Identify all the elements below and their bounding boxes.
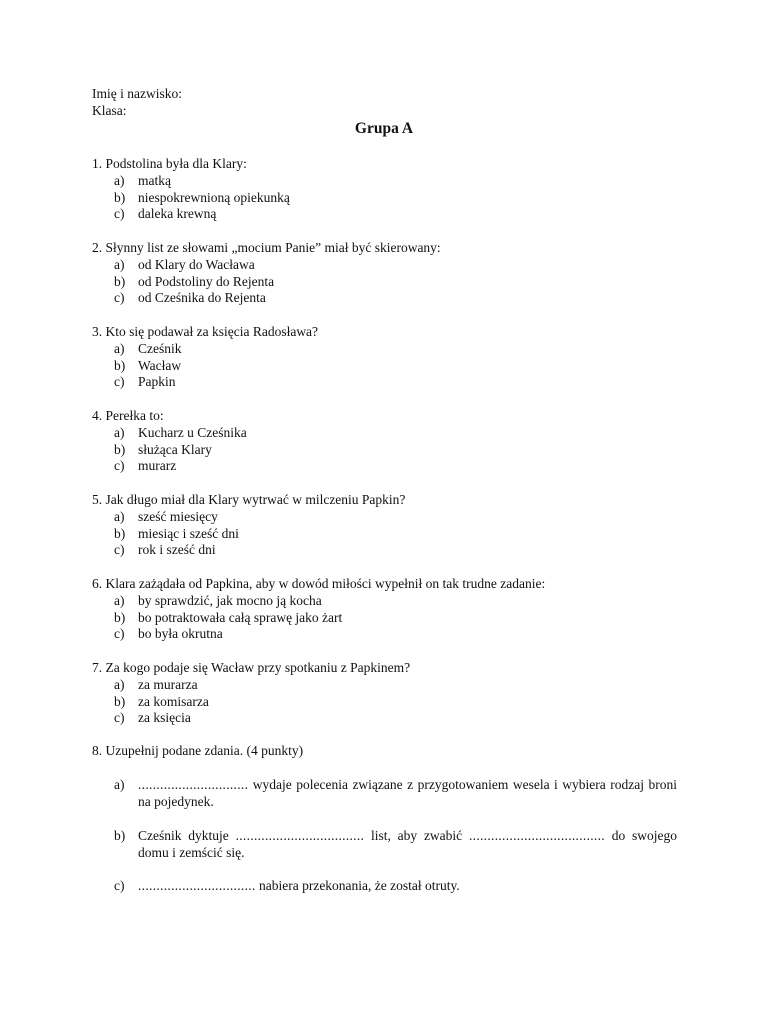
option-text: by sprawdzić, jak mocno ją kocha [138, 592, 322, 608]
blank-field[interactable]: ................................ [138, 878, 256, 893]
question-8 [92, 743, 692, 760]
option-text: za murarza [138, 676, 198, 692]
fill-in-b [114, 828, 677, 862]
option-letter: c) [114, 458, 125, 474]
option-text: Cześnik [138, 340, 182, 356]
option-letter: c) [114, 878, 125, 893]
option-letter: b) [114, 609, 126, 625]
fill-in-c [114, 878, 677, 895]
question-7 [92, 660, 692, 727]
name-label: Imię i nazwisko: [92, 86, 182, 101]
fill-in-a [114, 777, 677, 811]
option-letter: c) [114, 542, 125, 558]
option-letter: b) [114, 441, 126, 457]
option-letter: a) [114, 508, 125, 524]
option-text: matką [138, 172, 171, 188]
option-letter: c) [114, 710, 125, 726]
option-letter: a) [114, 424, 125, 440]
blank-field[interactable]: .............................. [138, 777, 249, 792]
option-a [114, 593, 692, 610]
option-text: służąca Klary [138, 441, 212, 457]
option-a [114, 257, 692, 274]
option-letter: a) [114, 172, 125, 188]
option-letter: a) [114, 256, 125, 272]
fill-in-sentence [138, 828, 677, 862]
option-a [114, 173, 692, 190]
option-text: niespokrewnioną opiekunką [138, 189, 290, 205]
question-text: 1. Podstolina była dla Klary: [92, 156, 247, 171]
sentence-text: wydaje polecenia związane z przygotowaniem wesela i wybiera rodzaj broni na pojedynek. [138, 777, 677, 809]
option-b [114, 610, 692, 627]
question-2 [92, 240, 692, 307]
question-3 [92, 324, 692, 391]
question-text: 4. Perełka to: [92, 408, 164, 423]
question-text: 2. Słynny list ze słowami „mocium Panie” miał być skierowany: [92, 240, 441, 255]
question-text: 6. Klara zażądała od Papkina, aby w dowód miłości wypełnił on tak trudne zadanie: [92, 576, 546, 591]
option-c [114, 458, 692, 475]
option-b [114, 358, 692, 375]
option-text: bo potraktowała całą sprawę jako żart [138, 609, 343, 625]
option-letter: c) [114, 290, 125, 306]
option-c [114, 626, 692, 643]
option-b [114, 274, 692, 291]
option-text: murarz [138, 458, 177, 474]
option-a [114, 509, 692, 526]
question-text: 8. Uzupełnij podane zdania. (4 punkty) [92, 743, 304, 758]
option-c [114, 374, 692, 391]
option-letter: c) [114, 374, 125, 390]
option-a [114, 425, 692, 442]
option-b [114, 694, 692, 711]
option-text: Kucharz u Cześnika [138, 424, 247, 440]
option-c [114, 290, 692, 307]
option-letter: b) [114, 525, 126, 541]
option-b [114, 190, 692, 207]
sentence-text: list, aby zwabić [371, 828, 463, 843]
option-letter: a) [114, 777, 125, 792]
option-a [114, 677, 692, 694]
option-text: za komisarza [138, 693, 209, 709]
option-letter: b) [114, 357, 126, 373]
fill-in-sentence [138, 777, 677, 811]
option-a [114, 341, 692, 358]
class-label: Klasa: [92, 103, 127, 118]
option-c [114, 710, 692, 727]
option-letter: b) [114, 189, 126, 205]
option-text: daleka krewną [138, 206, 217, 222]
option-text: rok i sześć dni [138, 542, 216, 558]
option-letter: a) [114, 676, 125, 692]
sentence-text: do swojego domu i zemścić się. [138, 828, 678, 860]
question-4 [92, 408, 692, 475]
option-text: od Cześnika do Rejenta [138, 290, 266, 306]
option-text: od Klary do Wacława [138, 256, 255, 272]
option-text: od Podstoliny do Rejenta [138, 273, 275, 289]
option-text: bo była okrutna [138, 626, 223, 642]
option-letter: b) [114, 273, 126, 289]
option-text: miesiąc i sześć dni [138, 525, 239, 541]
question-text: 7. Za kogo podaje się Wacław przy spotkaniu z Papkinem? [92, 660, 411, 675]
option-text: sześć miesięcy [138, 508, 218, 524]
sentence-text: Cześnik dyktuje [138, 828, 229, 843]
group-title: Grupa A [354, 120, 414, 137]
option-letter: b) [114, 828, 126, 843]
fill-in-sentence [138, 878, 460, 895]
question-6 [92, 576, 692, 643]
option-text: Wacław [138, 357, 182, 373]
option-c [114, 542, 692, 559]
option-b [114, 442, 692, 459]
option-letter: c) [114, 206, 125, 222]
option-text: za księcia [138, 710, 191, 726]
option-text: Papkin [138, 374, 176, 390]
option-b [114, 526, 692, 543]
option-letter: b) [114, 693, 126, 709]
question-5 [92, 492, 692, 559]
blank-field[interactable]: ................................... [235, 828, 365, 843]
sentence-text: nabiera przekonania, że został otruty. [258, 878, 460, 893]
question-text: 3. Kto się podawał za księcia Radosława? [92, 324, 319, 339]
blank-field[interactable]: ..................................... [468, 828, 605, 843]
question-text: 5. Jak długo miał dla Klary wytrwać w milczeniu Papkin? [92, 492, 406, 507]
option-letter: a) [114, 340, 125, 356]
option-c [114, 206, 692, 223]
option-letter: a) [114, 592, 125, 608]
option-letter: c) [114, 626, 125, 642]
question-1 [92, 156, 692, 223]
